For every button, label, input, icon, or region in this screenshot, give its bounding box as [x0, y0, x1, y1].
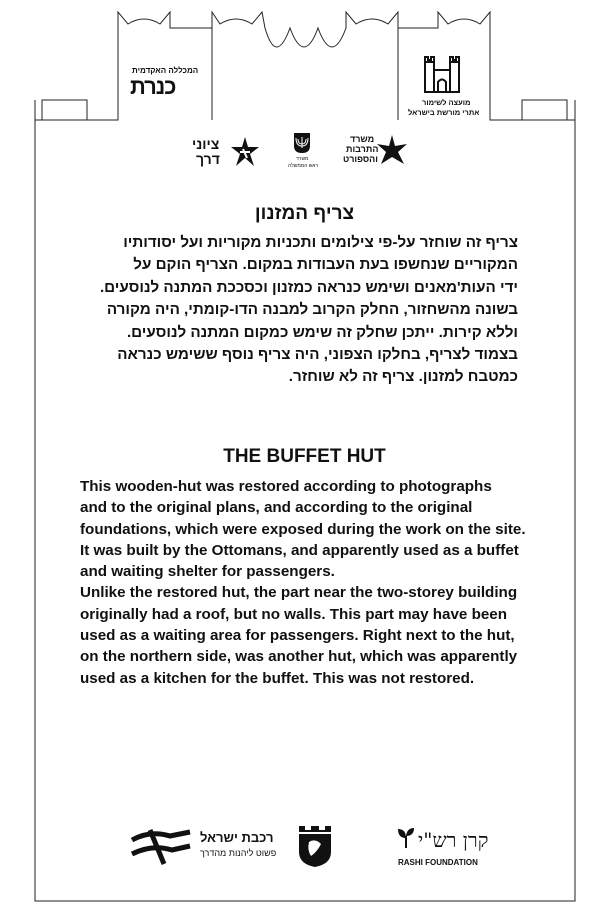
star-path-icon [230, 136, 260, 168]
tower-icon [422, 52, 462, 94]
pmo-line1: משרד [296, 156, 309, 162]
english-body [80, 476, 526, 689]
fortress-shield-icon [297, 822, 333, 868]
star-burst-icon [376, 134, 408, 166]
hebrew-body [62, 232, 518, 389]
english-line: foundations, which were exposed during the work on the site. [80, 520, 526, 538]
kinneret-big-text: כנרת [130, 74, 176, 99]
rashi-english: RASHI FOUNDATION [398, 858, 478, 867]
rail-icon [130, 828, 192, 866]
hebrew-line: בצמוד לצריף, בחלקו הצפוני, היה צריף נוסף ששימש כנראה [117, 346, 518, 364]
culture-line1: משרד [350, 134, 375, 144]
rail-slogan: פשוט ליהנות מהדרך [200, 848, 277, 858]
english-line: used as a waiting area for passengers. Right next to the hut, [80, 627, 515, 645]
english-line: It was built by the Ottomans, and apparently used as a buffet [80, 541, 519, 559]
rashi-foundation-logo [396, 826, 489, 870]
english-line: and waiting shelter for passengers. [80, 563, 335, 581]
culture-line3: והספורט [343, 154, 378, 164]
english-line: originally had a roof, but no walls. This part may have been [80, 605, 508, 623]
heritage-line1: מועצה לשימור [422, 98, 471, 107]
israel-railways-logo [130, 826, 280, 866]
hebrew-title: צריף המזנון [254, 203, 355, 224]
english-title: THE BUFFET HUT [223, 446, 386, 467]
center-emblem-logo [297, 822, 337, 870]
pmo-logo [282, 132, 322, 172]
heritage-line2: אתרי מורשת בישראל [408, 108, 480, 117]
culture-line2: התרבות [346, 144, 379, 154]
kinneret-small-text: המכללה האקדמית [132, 66, 199, 75]
hebrew-line: צריף זה שוחזר על-פי צילומים ותכניות מקוריות ועל יסודותיו [123, 234, 518, 251]
english-line: Unlike the restored hut, the part near the two-storey building [80, 584, 518, 602]
pmo-line2: ראש הממשלה [288, 163, 319, 169]
culture-ministry-logo [342, 134, 412, 170]
menorah-emblem-icon [293, 132, 311, 154]
hebrew-line: וללא קירות. ייתכן שחלק זה שימש כמקום המתנה לנוסעים. [126, 323, 518, 341]
tziyuni-derech-logo [192, 134, 262, 170]
hebrew-line: המקוריים שנחשפו בעת העבודות במקום. הצריף הוקם על [133, 256, 518, 274]
hebrew-line: כמטבח למזנון. צריף זה לא שוחזר. [288, 368, 518, 386]
heritage-council-logo [400, 52, 490, 122]
english-line: and to the original plans, and according to the original [80, 499, 473, 517]
kinneret-college-logo [128, 66, 198, 100]
rashi-hebrew: קרן רש"י [418, 828, 489, 852]
sprout-icon [396, 826, 416, 848]
tziyuni-line2: דרך [196, 151, 220, 167]
english-line: on the northern side, was another hut, which was apparently [80, 648, 518, 666]
rail-name: רכבת ישראל [200, 830, 274, 845]
hebrew-line: ידי העות'מאנים ושימש כנראה כמזנון וכסככת המתנה לנוסעים. [99, 278, 518, 296]
english-line: This wooden-hut was restored according to photographs [80, 478, 492, 495]
english-line: used as a kitchen for the buffet. This was not restored. [80, 669, 475, 687]
tziyuni-line1: ציוני [192, 136, 220, 152]
hebrew-line: בשונה מהשחזור, החלק הקרוב למבנה הדו-קומתי, היה מקורה [106, 301, 518, 319]
